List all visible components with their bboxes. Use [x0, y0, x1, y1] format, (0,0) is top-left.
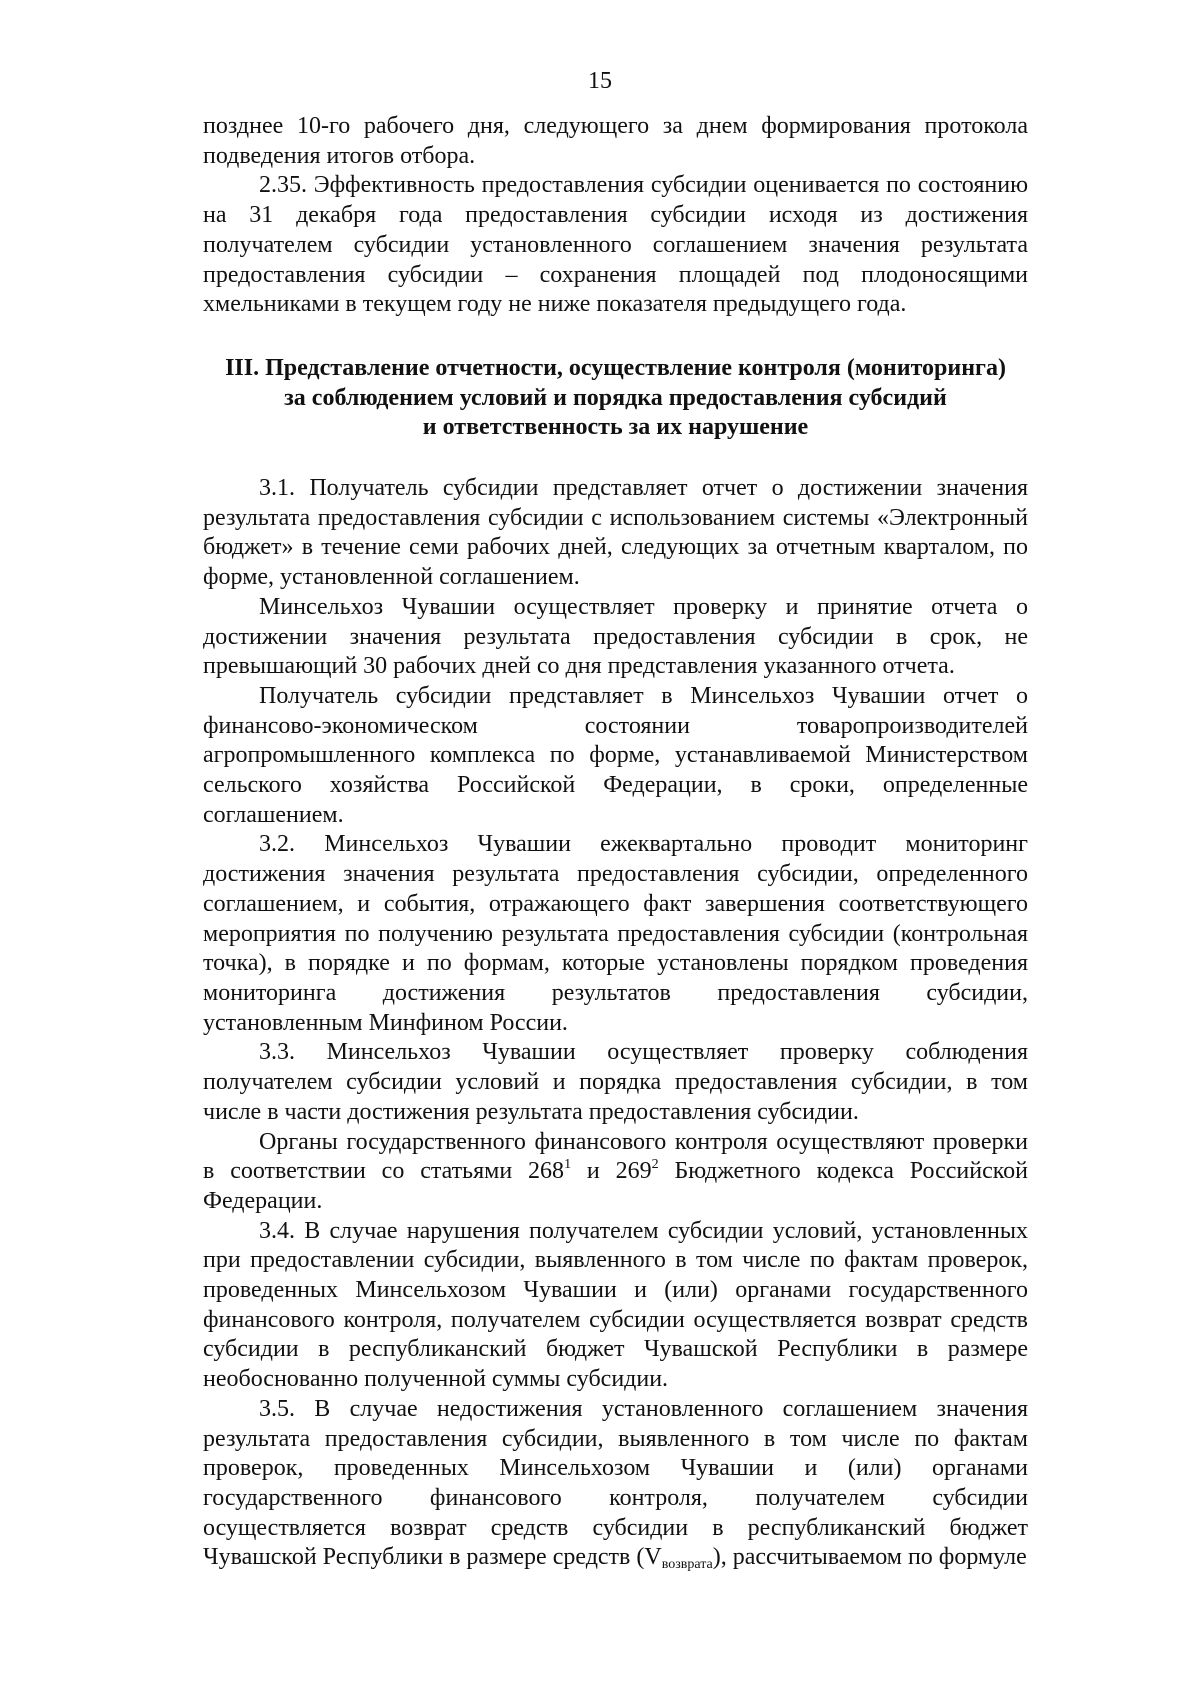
paragraph-3-4: 3.4. В случае нарушения получателем субсидии условий, установленных при предоставлении субсидии, выявленного в том числе по фактам проверок, проведенных Минсельхозом Чувашии и (или) органами государственного финансового контроля, получателем субсидии осуществляется возврат средств субсидии в республиканский бюджет Чувашской Республики в размере необоснованно полученной суммы субсидии.	[203, 1217, 1028, 1393]
text-fragment: Органы государственного финансового контроля осуществляют проверки в соответствии со статьями 268	[203, 1128, 1028, 1185]
paragraph-3-1-financial-report: Получатель субсидии представляет в Минсельхоз Чувашии отчет о финансово-экономическом состоянии товаропроизводителей агропромышленного комплекса по форме, устанавливаемой Министерством сельского хозяйства Российской Федерации, в сроки, определенные соглашением.	[203, 682, 1028, 828]
paragraph-continuation: позднее 10-го рабочего дня, следующего за днем формирования протокола подведения итогов отбора.	[203, 113, 1028, 169]
subscript: возврата	[661, 1557, 713, 1573]
superscript: 2	[651, 1157, 659, 1173]
section-heading	[203, 354, 1028, 443]
section-heading-line-2: за соблюдением условий и порядка предоставления субсидий	[284, 384, 947, 411]
text-fragment: 3.5. В случае недостижения установленного соглашением значения результата предоставления субсидии, выявленного в том числе по фактам проверок, проведенных Минсельхозом Чувашии и (или) органами государственного финансового контроля, получателем субсидии осуществляется возврат средств субсидии в республиканский бюджет Чувашской Республики в размере средств (V	[203, 1395, 1028, 1571]
paragraph-3-3-control-bodies	[203, 1128, 1028, 1217]
page-number: 15	[588, 68, 612, 94]
document-body	[203, 112, 1028, 1573]
section-heading-line-1: III. Представление отчетности, осуществление контроля (мониторинга)	[225, 354, 1006, 381]
section-heading-line-3: и ответственность за их нарушение	[422, 414, 809, 441]
paragraph-2-35: 2.35. Эффективность предоставления субсидии оценивается по состоянию на 31 декабря года предоставления субсидии исходя из достижения получателем субсидии установленного соглашением значения результата предоставления субсидии – сохранения площадей под плодоносящими хмельниками в текущем году не ниже показателя предыдущего года.	[203, 172, 1028, 318]
text-fragment: и 269	[571, 1158, 652, 1185]
paragraph-3-5	[203, 1395, 1028, 1573]
superscript: 1	[564, 1157, 572, 1173]
text-fragment: Бюджетного кодекса Российской Федерации.	[203, 1158, 1029, 1214]
text-fragment: ), рассчитываемом по формуле	[712, 1544, 1027, 1571]
paragraph-3-1-review: Минсельхоз Чувашии осуществляет проверку и принятие отчета о достижении значения результата предоставления субсидии в срок, не превышающий 30 рабочих дней со дня представления указанного отчета.	[203, 593, 1028, 680]
paragraph-3-1: 3.1. Получатель субсидии представляет отчет о достижении значения результата предоставления субсидии с использованием системы «Электронный бюджет» в течение семи рабочих дней, следующих за отчетным кварталом, по форме, установленной соглашением.	[203, 475, 1028, 591]
paragraph-3-2: 3.2. Минсельхоз Чувашии ежеквартально проводит мониторинг достижения значения результата предоставления субсидии, определенного соглашением, и события, отражающего факт завершения соответствующего мероприятия по получению результата предоставления субсидии (контрольная точка), в порядке и по формам, которые установлены порядком проведения мониторинга достижения результатов предоставления субсидии, установленным Минфином России.	[203, 831, 1028, 1036]
paragraph-3-3: 3.3. Минсельхоз Чувашии осуществляет проверку соблюдения получателем субсидии условий и порядка предоставления субсидии, в том числе в части достижения результата предоставления субсидии.	[203, 1039, 1028, 1125]
